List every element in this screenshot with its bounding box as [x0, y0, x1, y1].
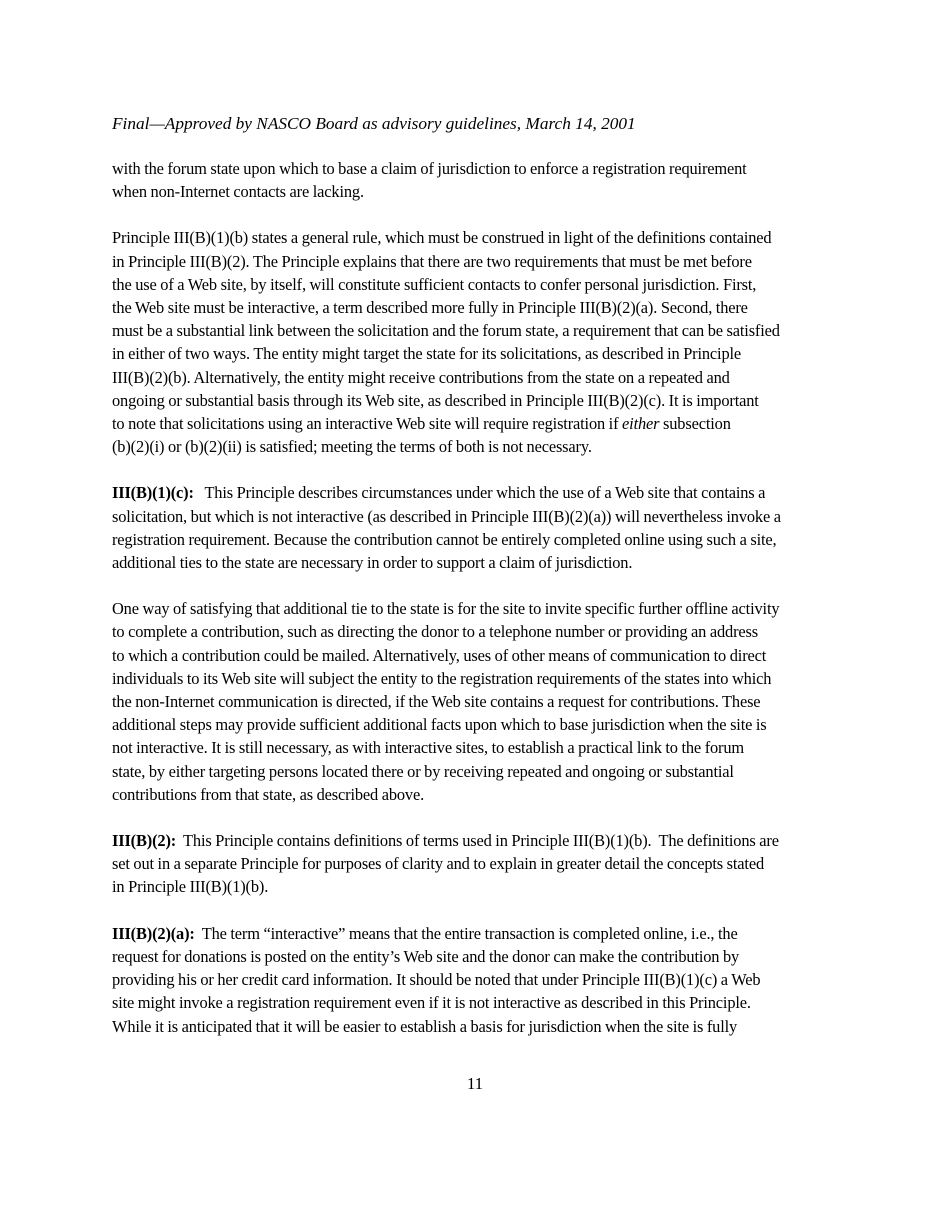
text-line: in Principle III(B)(1)(b). — [112, 877, 269, 897]
text-line: to complete a contribution, such as directing the donor to a telephone number or providing an address — [112, 622, 758, 642]
text-line — [112, 829, 840, 852]
text-line: to which a contribution could be mailed. Alternatively, uses of other means of communication to direct — [112, 645, 767, 665]
text-line: the use of a Web site, by itself, will constitute sufficient contacts to confer personal jurisdiction. First, — [112, 274, 757, 294]
text-line: providing his or her credit card information. It should be noted that under Principle III(B)(1)(c) a Web — [112, 970, 761, 990]
text-segment: The term “interactive” means that the entire transaction is completed online, i.e., the — [194, 923, 738, 943]
document-page — [112, 112, 840, 1061]
text-line: not interactive. It is still necessary, as with interactive sites, to establish a practical link to the forum — [112, 738, 745, 758]
text-line: ongoing or substantial basis through its Web site, as described in Principle III(B)(2)(c). It is important — [112, 390, 759, 410]
paragraph-principle-iii-b-2 — [112, 829, 840, 899]
text-segment: This Principle contains definitions of terms used in Principle III(B)(1)(b). The definitions are — [176, 831, 779, 851]
paragraph-continuation — [112, 157, 840, 203]
text-segment: This Principle describes circumstances under which the use of a Web site that contains a — [193, 483, 766, 503]
text-line: the Web site must be interactive, a term described more fully in Principle III(B)(2)(a). Second, there — [112, 298, 748, 318]
text-line: in Principle III(B)(2). The Principle explains that there are two requirements that must be met before — [112, 251, 752, 271]
text-line: when non-Internet contacts are lacking. — [112, 182, 364, 202]
text-line: Principle III(B)(1)(b) states a general rule, which must be construed in light of the definitions contained — [112, 228, 772, 248]
text-segment: to note that solicitations using an interactive Web site will require registration if — [112, 414, 623, 434]
section-heading: III(B)(2): — [112, 831, 177, 851]
text-line: One way of satisfying that additional tie to the state is for the site to invite specific further offline activity — [112, 599, 780, 619]
section-heading: III(B)(1)(c): — [112, 483, 194, 503]
text-line: the non-Internet communication is directed, if the Web site contains a request for contributions. These — [112, 692, 761, 712]
text-line — [112, 412, 840, 435]
text-line: with the forum state upon which to base a claim of jurisdiction to enforce a registration requirement — [112, 159, 747, 178]
document-header: Final—Approved by NASCO Board as advisory guidelines, March 14, 2001 — [112, 114, 636, 133]
paragraph-principle-iii-b-2-a — [112, 922, 840, 1038]
text-line: additional steps may provide sufficient additional facts upon which to base jurisdiction when the site is — [112, 715, 767, 735]
paragraph-principle-iii-b-1-c — [112, 481, 840, 574]
paragraph-additional-tie — [112, 597, 840, 806]
text-line: must be a substantial link between the solicitation and the forum state, a requirement that can be satisfied — [112, 321, 780, 341]
text-line: state, by either targeting persons located there or by receiving repeated and ongoing or substantial — [112, 761, 734, 781]
text-line: additional ties to the state are necessary in order to support a claim of jurisdiction. — [112, 553, 633, 573]
text-line: solicitation, but which is not interactive (as described in Principle III(B)(2)(a)) will nevertheless invoke a — [112, 506, 781, 526]
page-number: 11 — [466, 1074, 484, 1093]
text-line: (b)(2)(i) or (b)(2)(ii) is satisfied; meeting the terms of both is not necessary. — [112, 437, 592, 457]
text-line: contributions from that state, as described above. — [112, 784, 425, 804]
paragraph-principle-iii-b-1-b — [112, 226, 840, 458]
text-line: registration requirement. Because the contribution cannot be entirely completed online using such a site, — [112, 529, 777, 549]
text-line — [112, 922, 840, 945]
text-line: in either of two ways. The entity might target the state for its solicitations, as described in Principle — [112, 344, 742, 364]
text-line: While it is anticipated that it will be easier to establish a basis for jurisdiction when the site is fully — [112, 1016, 738, 1036]
emphasis-text: either — [622, 414, 660, 434]
text-line: request for donations is posted on the entity’s Web site and the donor can make the contribution by — [112, 946, 740, 966]
text-line: individuals to its Web site will subject the entity to the registration requirements of the states into which — [112, 668, 772, 688]
text-line: III(B)(2)(b). Alternatively, the entity might receive contributions from the state on a repeated and — [112, 367, 730, 387]
section-heading: III(B)(2)(a): — [112, 923, 195, 943]
text-line: set out in a separate Principle for purposes of clarity and to explain in greater detail the concepts stated — [112, 854, 765, 874]
text-segment: subsection — [659, 414, 731, 434]
text-line — [112, 481, 840, 504]
text-line: site might invoke a registration requirement even if it is not interactive as described in this Principle. — [112, 993, 751, 1013]
